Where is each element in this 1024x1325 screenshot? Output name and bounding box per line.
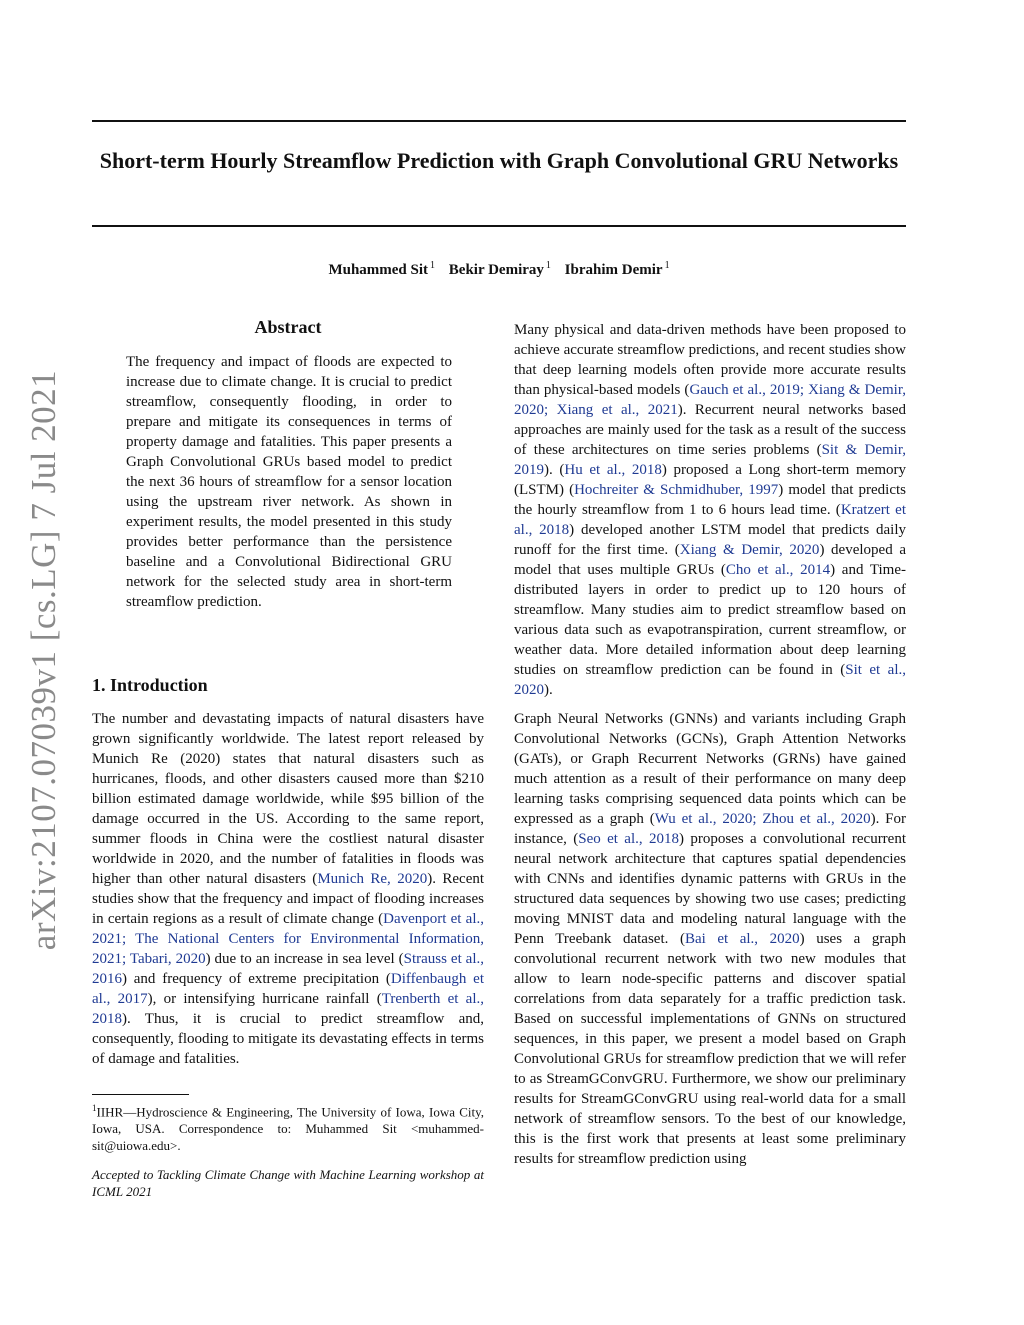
top-rule [92, 120, 906, 122]
citation-link[interactable]: Bai et al., 2020 [684, 931, 800, 947]
acceptance-note: Accepted to Tackling Climate Change with Machine Learning workshop at ICML 2021 [92, 1167, 484, 1199]
body-text: ). Recurrent neural networks based approaches are mainly used for the task as a result of the success of these architectures on time series problems ( [514, 402, 906, 458]
body-text: ). [544, 682, 553, 698]
citation-link[interactable]: Xiang & Demir, 2020 [679, 542, 820, 558]
citation-link[interactable]: Sit & Demir, 2019 [514, 442, 906, 478]
introduction-paragraph [92, 709, 484, 1069]
citation-link[interactable]: Sit et al., 2020 [514, 662, 907, 698]
body-text: Graph Neural Networks (GNNs) and variants including Graph Convolutional Networks (GCNs), Graph Attention Networks (GATs), or Graph Recurrent Networks (GRNs) have gained much attention as a result of their performance on many deep learning tasks comprising sequenced data points which can be expressed as a graph ( [514, 711, 906, 827]
right-column [514, 320, 906, 1169]
body-text: ) uses a graph convolutional recurrent network with two new modules that allow to learn node-specific patterns and discover spatial correlations from data separately for a traffic prediction task. Based on successful implementations of GNNs on structured sequences, in this paper, we present a model based on Graph Convolutional GRUs for streamflow prediction that we will refer to as StreamGConvGRU. Furthermore, we show our preliminary results for StreamGConvGRU using real-world data for a small network of streamflow sensors. To the best of our knowledge, this is the first work that presents at least some preliminary results for streamflow prediction using [514, 931, 906, 1167]
introduction-heading: 1. Introduction [92, 675, 208, 695]
related-work-paragraph [514, 320, 906, 700]
citation-link[interactable]: Hochreiter & Schmidhuber, 1997 [574, 482, 779, 498]
author-list [92, 260, 906, 279]
citation-link[interactable]: Munich Re, 2020 [317, 871, 428, 887]
citation-link[interactable]: Davenport et al., 2021; The National Centers for Environmental Information, 2021; Tabari, 2020 [92, 911, 484, 967]
author-2: Bekir Demiray $^1$ [448, 260, 551, 278]
gnn-paragraph [514, 709, 906, 1169]
citation-link[interactable]: Seo et al., 2018 [578, 831, 679, 847]
body-text: Many physical and data-driven methods have been proposed to achieve accurate streamflow predictions, and recent studies show that deep learning models often provide more accurate results than physical-based models ( [514, 322, 906, 398]
body-text: ) and frequency of extreme precipitation ( [122, 971, 391, 987]
affiliation-footnote: $^1$IIHR—Hydroscience & Engineering, The University of Iowa, Iowa City, Iowa, USA. Correspondence to: Muhammed Sit <muhammed-sit@uiowa.edu>. [92, 1103, 484, 1154]
body-text: ). Thus, it is crucial to predict streamflow and, consequently, flooding to mitigate its devastating effects in terms of damage and fatalities. [92, 1011, 484, 1067]
citation-link[interactable]: Strauss et al., 2016 [92, 951, 484, 987]
citation-link[interactable]: Hu et al., 2018 [564, 462, 662, 478]
citation-link[interactable]: Cho et al., 2014 [725, 562, 831, 578]
body-text: ) proposed a Long short-term memory (LSTM) ( [514, 462, 906, 498]
body-text: ) developed another LSTM model that predicts daily runoff for the first time. ( [514, 522, 906, 558]
introduction-column [92, 709, 484, 1069]
body-text: ) proposes a convolutional recurrent neural network architecture that captures spatial dependencies with CNNs and identifies dynamic patterns with GRUs in the structured data sequences by showing two use cases; predicting moving MNIST data and modeling natural language with the Penn Treebank dataset. ( [514, 831, 907, 947]
body-text: The number and devastating impacts of natural disasters have grown significantly worldwide. The latest report released by Munich Re (2020) states that natural disasters such as hurricanes, floods, and other disasters caused more than $210 billion estimated damage worldwide, while $95 billion of the damage occurred in the US. According to the same report, summer floods in China were the costliest natural disaster worldwide in 2020, and the number of fatalities in floods was higher than other natural disasters ( [92, 711, 484, 887]
citation-link[interactable]: Diffenbaugh et al., 2017 [92, 971, 484, 1007]
author-1: Muhammed Sit $^1$ [328, 260, 436, 278]
body-text: ) developed a model that uses multiple GRUs ( [514, 542, 906, 578]
body-text: ) and Time-distributed layers in order to predict up to 120 hours of streamflow. Many studies aim to predict streamflow based on various data such as evapotranspiration, current streamflow, or weather data. More detailed information about deep learning studies on streamflow prediction can be found in ( [514, 562, 906, 678]
abstract-body: The frequency and impact of floods are expected to increase due to climate change. It is crucial to predict streamflow, consequently flooding, in order to prepare and mitigate its consequences in terms of property damage and fatalities. This paper presents a Graph Convolutional GRUs based model to predict the next 36 hours of streamflow for a sensor location using the upstream river network. As shown in experiment results, the model presented in this study provides better performance than the persistence baseline and a Convolutional Bidirectional GRU network for the selected study area in short-term streamflow prediction. [126, 354, 452, 610]
citation-link[interactable]: Wu et al., 2020; Zhou et al., 2020 [654, 811, 871, 827]
footnote-rule [92, 1094, 189, 1095]
citation-link[interactable]: Gauch et al., 2019; Xiang & Demir, 2020; Xiang et al., 2021 [514, 382, 906, 418]
citation-link[interactable]: Kratzert et al., 2018 [514, 502, 906, 538]
body-text: ), or intensifying hurricane rainfall ( [147, 991, 382, 1007]
body-text: ). ( [544, 462, 565, 478]
body-text: ) model that predicts the hourly streamflow from 1 to 6 hours lead time. ( [514, 482, 906, 518]
arxiv-identifier[interactable]: arXiv:2107.07039v1 [cs.LG] 7 Jul 2021 [24, 369, 63, 951]
body-text: ). Recent studies show that the frequency and impact of flooding increases in certain regions as a result of climate change ( [92, 871, 485, 927]
paper-title: Short-term Hourly Streamflow Prediction with Graph Convolutional GRU Networks [99, 148, 899, 173]
title-bottom-rule [92, 225, 906, 227]
author-3: Ibrahim Demir $^1$ [564, 260, 670, 278]
citation-link[interactable]: Trenberth et al., 2018 [92, 991, 484, 1027]
body-text: ). For instance, ( [514, 811, 906, 847]
body-text: ) due to an increase in sea level ( [205, 951, 404, 967]
abstract-heading: Abstract [254, 317, 322, 337]
